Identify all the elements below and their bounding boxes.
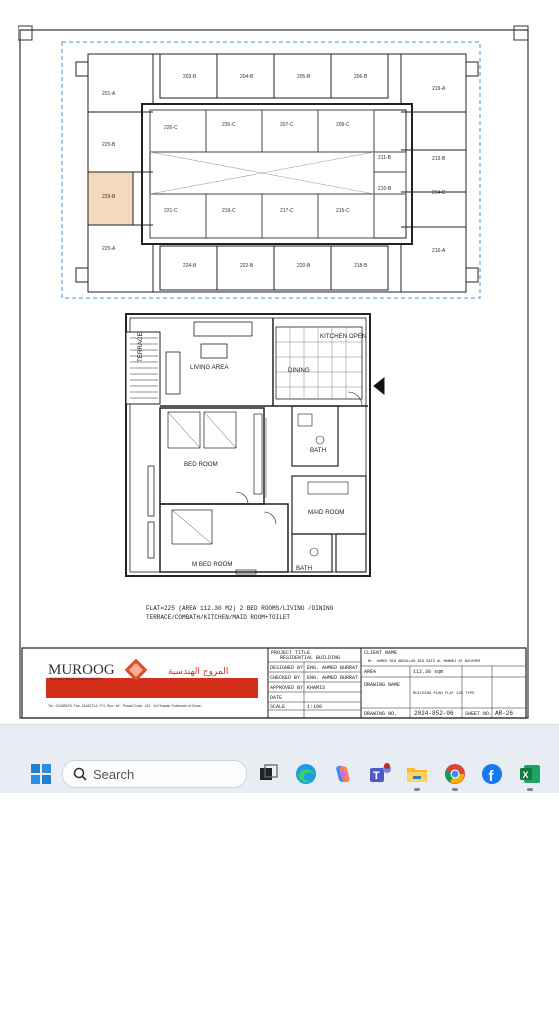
drawing-sheet	[18, 22, 530, 722]
area-label: AREA	[364, 669, 377, 675]
facebook-icon	[480, 762, 504, 786]
running-indicator	[452, 788, 458, 791]
corner-mark-right	[514, 26, 528, 40]
teams-button[interactable]	[368, 762, 392, 786]
unit-label: 230-C	[222, 122, 236, 128]
sheet-no-label: SHEET NO.	[465, 711, 493, 717]
edge-icon	[294, 762, 318, 786]
unit-label: 229-B	[102, 194, 116, 200]
drawing-no-value: 2024-852-06	[414, 710, 454, 717]
search-icon	[73, 767, 87, 781]
unit-label: 225-B	[102, 142, 116, 148]
unit-label: 204-B	[240, 74, 254, 80]
unit-label: 216-A	[432, 248, 446, 254]
unit-label: 209-C	[336, 122, 350, 128]
room-label-kitchen: KITCHEN OPEN	[320, 333, 367, 340]
approved-by-value: KHAMIS	[307, 685, 326, 691]
folder-icon	[405, 762, 429, 786]
svg-text:f: f	[488, 768, 494, 785]
company-logo	[46, 659, 258, 708]
room-label-bath: BATH	[310, 447, 327, 454]
unit-label: 224-B	[183, 263, 197, 269]
unit-label: 201-A	[102, 91, 116, 97]
unit-label: 217-C	[280, 208, 294, 214]
svg-text:X: X	[522, 770, 529, 780]
room-label-maid: MAID ROOM	[308, 509, 345, 516]
drawing-name-label: DRAWING NAME	[364, 682, 401, 688]
company-address: Tel.: 24485678, Fax: 24482714, P.O. Box: 46 · Postal Code: 133 · Al Khuwair Sultanate of Oman	[48, 704, 202, 708]
start-button[interactable]	[30, 763, 52, 785]
unit-label: 215-C	[336, 208, 350, 214]
unit-label: 219-A	[432, 86, 446, 92]
unit-label: 222-B	[240, 263, 254, 269]
area-value: 112.30 sqm	[413, 669, 444, 675]
client-label: CLIENT NAME	[364, 650, 398, 656]
room-label-master-bedroom: M BED ROOM	[192, 561, 233, 568]
taskbar-search-box[interactable]	[62, 760, 247, 788]
drawing-no-label: DRAWING NO.	[364, 711, 398, 717]
apartment-plan	[126, 314, 384, 576]
unit-label: 225-A	[102, 246, 116, 252]
unit-label: 211-B	[378, 155, 391, 161]
date-label: DATE	[270, 695, 283, 701]
unit-label: 219-C	[222, 208, 236, 214]
company-name: MUROOG	[48, 662, 115, 678]
drawing-canvas	[18, 22, 530, 722]
copilot-icon	[331, 762, 355, 786]
unit-label: 220-B	[297, 263, 311, 269]
designed-by-label: DESIGNED BY	[270, 665, 304, 671]
room-label-dining: DINING	[288, 367, 310, 374]
unit-label: 213-B	[432, 156, 446, 162]
room-label-bath-2: BATH	[296, 565, 313, 572]
unit-label: 218-B	[354, 263, 368, 269]
drawing-name-value: BUILDING PLAN FLAT 225 TYPE	[413, 692, 475, 696]
room-label-bedroom: BED ROOM	[184, 461, 218, 468]
scale-value: 1:100	[307, 704, 323, 710]
search-placeholder: Search	[93, 766, 135, 782]
designed-by-value: ENG. AHMED BURRAT	[307, 665, 359, 671]
client-value: Mr. AHMED BIN ABDULLAH BIN SAID AL MAMARI AT BOUSHER	[368, 660, 481, 664]
sheet-no-value: AR-26	[495, 710, 514, 717]
plan-caption-line-1: FLAT=225 (AREA 112.30 M2) 2 BED ROOMS/LIVING /DINING	[146, 605, 334, 612]
company-subtitle: ENGINEERING CONSULTANCY	[50, 677, 102, 681]
checked-by-value: ENG. AHMED BURRAT	[307, 675, 359, 681]
windows-logo-icon	[30, 763, 52, 785]
running-indicator	[527, 788, 533, 791]
unit-label: 210-B	[378, 186, 392, 192]
copilot-button[interactable]	[331, 762, 355, 786]
checked-by-label: CHECKED BY	[270, 675, 301, 681]
room-label-living: LIVING AREA	[190, 364, 229, 371]
file-explorer-button[interactable]	[405, 762, 429, 786]
task-view-button[interactable]	[256, 762, 280, 786]
unit-label: 226-C	[164, 125, 178, 131]
approved-by-label: APPROVED BY	[270, 685, 304, 691]
unit-label: 203-B	[183, 74, 197, 80]
company-name-arabic: المروج الهندسية	[168, 667, 229, 677]
key-plan	[62, 42, 480, 298]
facebook-button[interactable]	[480, 762, 504, 786]
chrome-button[interactable]	[443, 762, 467, 786]
teams-icon	[368, 762, 392, 786]
unit-label: 221-C	[164, 208, 178, 214]
svg-text:T: T	[373, 770, 380, 782]
unit-label: 207-C	[280, 122, 294, 128]
room-label-terrace: TERRACE	[137, 332, 144, 362]
taskbar	[0, 724, 559, 793]
unit-label: 214-B	[432, 190, 446, 196]
project-value: RESIDENTIAL BUILDING	[280, 655, 341, 661]
unit-label: 206-B	[354, 74, 368, 80]
task-view-icon	[256, 762, 280, 786]
edge-browser-button[interactable]	[294, 762, 318, 786]
running-indicator	[414, 788, 420, 791]
excel-button[interactable]	[518, 762, 542, 786]
excel-icon	[518, 762, 542, 786]
entrance-arrow-icon	[374, 378, 384, 394]
scale-label: SCALE	[270, 704, 286, 710]
unit-label: 205-B	[297, 74, 311, 80]
project-label: PROJECT TITLE	[271, 650, 311, 656]
chrome-icon	[443, 762, 467, 786]
plan-caption-line-2: TERRACE/COMBATH/KITCHEN/MAID ROOM+TOILET	[146, 614, 291, 621]
